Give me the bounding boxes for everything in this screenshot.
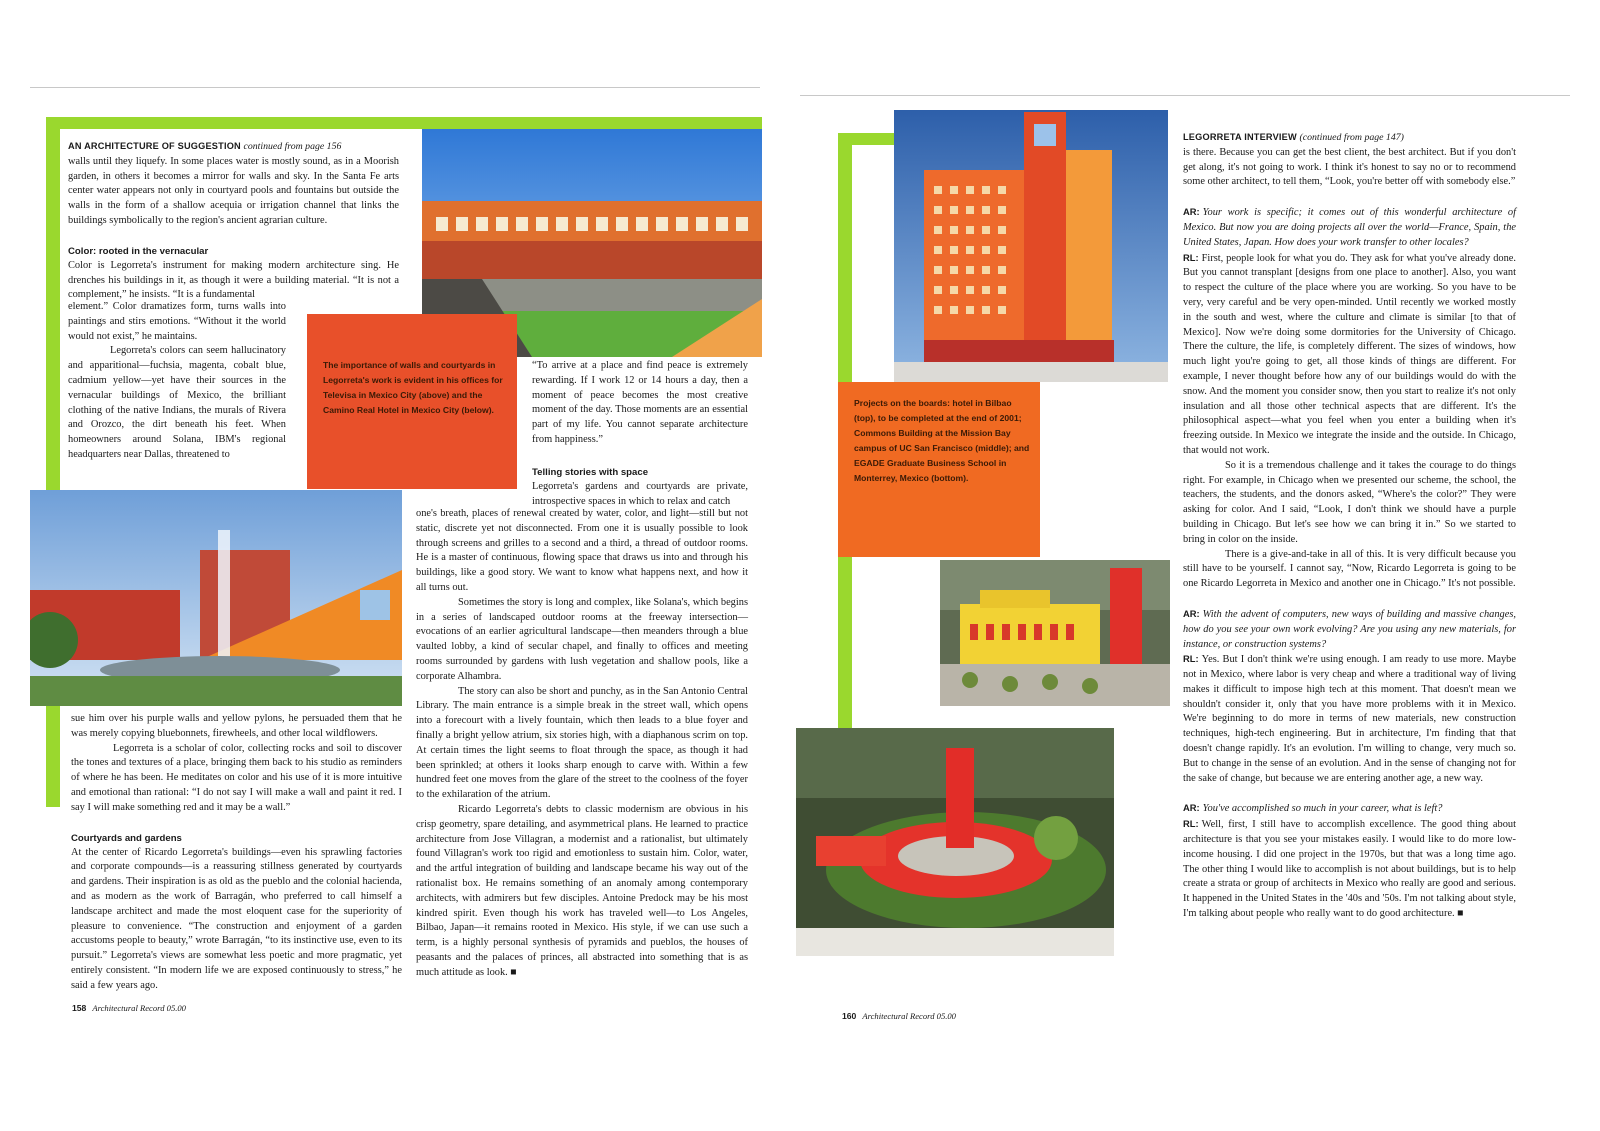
right-magazine-name: Architectural Record 05.00 bbox=[862, 1011, 956, 1021]
right-page-number: 160 bbox=[842, 1011, 857, 1021]
answer-1c: There is a give-and-take in all of this. It is very difficult because you still have to be yourself. I cannot say, “Now, Ricardo Legorreta is going to be one Ricardo Legorreta in Mexico and another one in Chicago.” It's not possible. bbox=[1183, 548, 1516, 590]
answer-1-text: First, people look for what you do. They ask for what you've already done. But you cannot transplant [designs from one place to another]. Also, you want to respect the culture of the place where you are working. So you have to be very, very careful and be very open-minded. Until recently we worked mostly in the south and west, where the culture and climate is similar [to that of Mexico]. Now we're doing some dormitories for the University of Chicago. There the culture, the life, is completely different. The sizes of windows, how much light you're going to get, all those kinds of things are different. For example, I never thought before how any of our buildings would do with the snow. And the moment you consider snow, then you start to realize it's not only insulation and all those other technical aspects that are different. It's the philosophical aspect—what you feel when you enter a building when it's freezing outside. In Mexico we integrate the inside and the outside. In Chicago, that would not work. bbox=[1183, 252, 1516, 456]
left-color-para-2: Legorreta's colors can seem hallucinatory and apparitional—fuchsia, magenta, cobalt blue, cadmium yellow—yet have their sources in the vernacular buildings of Mexico, the brilliant clothing of the native Indians, the murals of Rivera and Orozco, the dirt beneath his feet. When homeowners around Solana, IBM's regional headquarters near Dallas, threatened to bbox=[68, 345, 286, 460]
question-2-text: With the advent of computers, new ways of building and massive changes, how do you see your own work evolving? Are you using any new materials, for instance, or construction systems? bbox=[1183, 608, 1516, 650]
heading-courtyards: Courtyards and gardens bbox=[71, 832, 182, 844]
egade-business-school-model-photo bbox=[796, 728, 1114, 956]
question-1 bbox=[1183, 205, 1516, 250]
left-photo-caption bbox=[307, 314, 517, 489]
right-kicker-cont: (continued from page 147) bbox=[1299, 132, 1404, 143]
left-lower-para-1: sue him over his purple walls and yellow pylons, he persuaded them that he was merely copying bluebonnets, firewheels, and other local wildflowers. bbox=[71, 713, 402, 739]
answer-3-text: Well, first, I still have to accomplish excellence. The good thing about architecture is that you see your mistakes easily. I would like to do more low-income housing. I did one project in the 1970s, but that was a long time ago. The other thing I would like to accomplish is not about buildings, but is to help create a strata or group of architects in Mexico who really are good and serious. It happened in the United States in the '40s and '50s. I'm not talking about style, I'm talking about people who really want to do good architecture. bbox=[1183, 819, 1516, 920]
ar-label: AR: bbox=[1183, 802, 1200, 814]
question-1-text: Your work is specific; it comes out of this wonderful architecture of Mexico. But now you are doing projects all over the world—France, Spain, the United States, Japan. How does your work transfer to other locales? bbox=[1183, 207, 1516, 248]
ucsf-commons-model-photo bbox=[940, 560, 1170, 706]
bilbao-hotel-model-photo bbox=[894, 110, 1168, 382]
right-col bbox=[1183, 130, 1516, 922]
left-lower-para-2: Legorreta is a scholar of color, collecting rocks and soil to discover the tones and textures of a place, bringing them back to his studio as reminders of where he has been. He meditates on color and his use of it is more intuitive and emotional than rational: “I do not say I will make a wall and paint it red. I say I will make something red and it may be a wall.” bbox=[71, 742, 402, 813]
right-caption-text: Projects on the boards: hotel in Bilbao (top), to be completed at the end of 2001; Commons Building at the Mission Bay campus of UC San Francisco (middle); and EGADE Graduate Business School in Monterrey, Mexico (bottom). bbox=[854, 398, 1030, 483]
left-end-mark: ■ bbox=[510, 966, 517, 978]
top-rule-left bbox=[30, 87, 760, 88]
pull-quote: “To arrive at a place and find peace is extremely rewarding. If I work 12 or 14 hours a day, then a moment of peace becomes the most creative moment of the day. Those moments are an essential part of my life. You cannot separate architecture from happiness.” bbox=[532, 360, 748, 445]
camino-real-hotel-photo bbox=[30, 490, 402, 706]
answer-1b: So it is a tremendous challenge and it takes the courage to do things right. For example, in Chicago when we presented our scheme, the school, the teachers, the students, and the donors asked, “Where's the color?” They were asking for color. And I said, “Look, I don't think we should have a purple building in Chicago. But let's see how we can bring it in.” So we started to bring in color on the inside. bbox=[1183, 459, 1516, 545]
left-stories-para-4-text: Ricardo Legorreta's debts to classic modernism are obvious in his crisp geometry, spare detailing, and asymmetrical plans. He learned to practice architecture from Jose Villagran, a modernist and a rationalist, but ultimately found Villagran's work too rigid and emotionless to sustain him. Color, water, and the artful integration of building and landscape became his way out of the rationalist box. He remains something of an anomaly among contemporary architects, with admirers but few disciples. Antoine Predock may be his most kindred spirit. Even though his work has traveled well—to Los Angeles, Bilbao, Japan—it remains rooted in Mexico. His style, if we can use such a term, is a highly personal synthesis of pyramids and pueblos, the houses of peasants and the palaces of princes, all abstracted into something that is as much attitude as look. bbox=[416, 803, 748, 978]
left-color-para-1b: element.” Color dramatizes form, turns walls into paintings and stirs emotions. “Without it the world would not exist,” he maintains. bbox=[68, 301, 286, 342]
green-frame-top-left bbox=[46, 117, 762, 129]
question-3-text: You've accomplished so much in your career, what is left? bbox=[1202, 803, 1443, 815]
rl-label: RL: bbox=[1183, 818, 1199, 830]
left-kicker-line bbox=[68, 139, 399, 155]
rl-label: RL: bbox=[1183, 653, 1199, 665]
left-stories-para-3: The story can also be short and punchy, as in the San Antonio Central Library. The main entrance is a simple break in the street wall, which opens into a forecourt with a lively fountain, which then leads to a blue foyer and finally a bright yellow atrium, six stories high, with a diaphanous scrim on top. At certain times the light seems to float through the space, as though it had been sprinkled; at others it looks sharp enough to carve with. Within a few hundred feet one moves from the glare of the street to the coolness of the foyer to the exhilaration of the atrium. bbox=[416, 685, 748, 801]
left-col-1-bottom bbox=[71, 712, 402, 994]
question-2 bbox=[1183, 607, 1516, 652]
right-kicker-line bbox=[1183, 130, 1516, 146]
right-end-mark: ■ bbox=[1457, 908, 1464, 920]
answer-2-text: Yes. But I don't think we're using enough. I am ready to use more. Maybe not in Mexico, where labor is very cheap and where a traditional way of living makes it difficult to impose high tech at this moment. That doesn't mean we shouldn't consider it, only that you have more problems with it in Mexico. We're beginning to do more in terms of new materials, new construction techniques, high-tech engineering. But in architecture, I'm finding that that doesn't change rapidly. It's an evolution. I'm willing to change, very much so. But to change in the sense of an evolution. And in the sense of changing not for the sake of change, but because we are entering another age, a new way. bbox=[1183, 654, 1516, 784]
left-kicker-cont: continued from page 156 bbox=[243, 141, 342, 152]
right-photo-caption bbox=[838, 382, 1040, 557]
left-court-para: At the center of Ricardo Legorreta's buildings—even his sprawling factories and corporate compounds—is a reassuring stillness generated by courtyards and gardens. Their inspiration is as old as the pueblo and the colonial hacienda, and as modern as the work of Barragán, who preferred to call himself a landscape architect and made the most eloquent case for the superiority of pleasure to convenience. “The construction and enjoyment of a garden accustoms people to beauty,” wrote Barragán, “to its instinctive use, even to its pursuit.” Legorreta's views are somewhat less poetic and more pragmatic, yet entirely consistent. “In modern life we are exposed continuously to stress,” he said a few years ago. bbox=[71, 846, 402, 991]
left-stories-para-1a: Legorreta's gardens and courtyards are private, introspective spaces in which to relax and catch bbox=[532, 480, 748, 507]
right-folio bbox=[842, 1011, 956, 1021]
heading-color: Color: rooted in the vernacular bbox=[68, 245, 209, 257]
left-stories-para-4 bbox=[416, 803, 748, 981]
ar-label: AR: bbox=[1183, 206, 1200, 218]
heading-stories: Telling stories with space bbox=[532, 466, 649, 478]
left-magazine-name: Architectural Record 05.00 bbox=[92, 1003, 186, 1013]
left-intro: walls until they liquefy. In some places water is mostly sound, as in a Moorish garden, in others it becomes a mirror for walls and sky. In the Santa Fe arts center water appears not only in courtyard pools and fountains but outside the walls in the form of a shallow acequia or irrigation channel that links the buildings symbolically to the region's ancient agrarian culture. bbox=[68, 155, 399, 226]
ar-label: AR: bbox=[1183, 607, 1200, 619]
right-kicker: LEGORRETA INTERVIEW bbox=[1183, 132, 1297, 142]
left-kicker: AN ARCHITECTURE OF SUGGESTION bbox=[68, 141, 241, 151]
left-stories-para-1b: one's breath, places of renewal created by water, color, and light—still but not static, discrete yet not disconnected. From one it is usually possible to look through screens and grilles to a second and a third, a thread of outdoor rooms. He is a master of continuous, flowing space that draws us into and through his buildings, like a good story. We want to know what happens next, and how it all turns out. bbox=[416, 508, 748, 593]
left-caption-text: The importance of walls and courtyards in Legorreta's work is evident in his offices for Televisa in Mexico City (above) and the Camino Real Hotel in Mexico City (below). bbox=[323, 360, 503, 415]
left-stories-para-2: Sometimes the story is long and complex, like Solana's, which begins in a series of landscaped outdoor rooms at the freeway intersection—evocations of an earlier agricultural landscape—then meanders through a blue vaulted lobby, a kind of secular chapel, and finally to offices and meeting rooms surrounded by gardens with lush vegetation and shallow pools, like a corporate Alhambra. bbox=[416, 596, 748, 682]
answer-1 bbox=[1183, 251, 1516, 459]
right-intro: is there. Because you can get the best client, the best architect. But if you don't get along, it's not going to work. I think it's honest to say no or to recommend some other architect, to tell them, “Look, you're better off with somebody else.” bbox=[1183, 146, 1516, 188]
left-col-2-top bbox=[532, 359, 748, 509]
left-folio bbox=[72, 1003, 186, 1013]
rl-label: RL: bbox=[1183, 251, 1199, 263]
left-col-2-bottom bbox=[416, 507, 748, 981]
left-col-1-mid bbox=[68, 300, 286, 463]
answer-3 bbox=[1183, 817, 1516, 922]
left-color-para-1a: Color is Legorreta's instrument for making modern architecture sing. He drenches his buildings in it, as though it were a building material. “It is not a complement,” he insists. “It is a fundamental bbox=[68, 259, 399, 301]
top-rule-right bbox=[800, 95, 1570, 96]
left-col-1-top bbox=[68, 139, 399, 303]
question-3 bbox=[1183, 801, 1516, 817]
answer-2 bbox=[1183, 652, 1516, 786]
left-page-number: 158 bbox=[72, 1003, 87, 1013]
